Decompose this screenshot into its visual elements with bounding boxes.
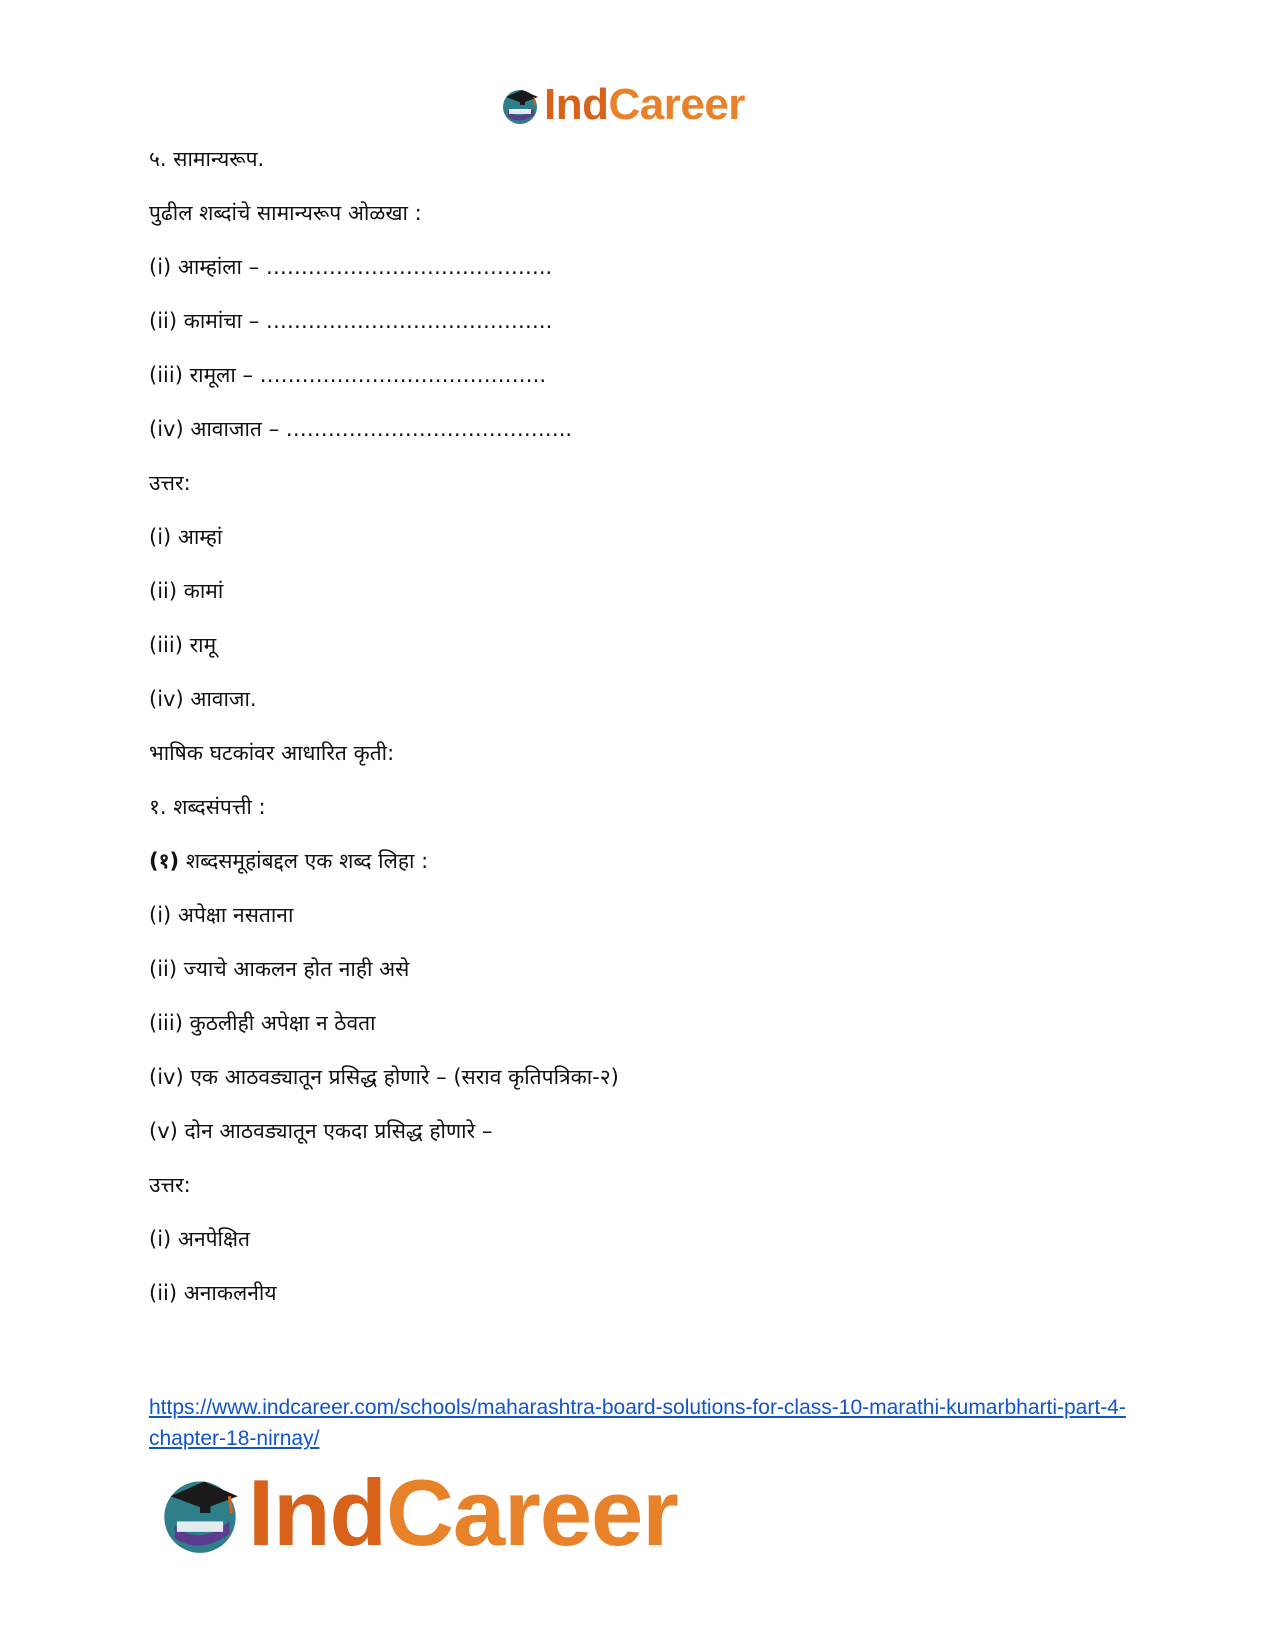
- question-item: (i) आम्हांला – …………………………………..: [149, 255, 553, 279]
- question-item: (iv) एक आठवड्यातून प्रसिद्ध होणारे – (सराव कृतिपत्रिका-२): [149, 1065, 619, 1089]
- question-item: (iii) रामूला – …………………………………..: [149, 363, 547, 387]
- graduation-globe-icon: [158, 1471, 242, 1555]
- answer-item: (ii) कामां: [149, 579, 224, 603]
- answer-label: उत्तर:: [149, 471, 191, 495]
- section-heading: भाषिक घटकांवर आधारित कृती:: [149, 741, 395, 765]
- question-prompt-text: शब्दसमूहांबद्दल एक शब्द लिहा :: [185, 849, 429, 873]
- footer-logo: [158, 1460, 678, 1565]
- answer-item: (iii) रामू: [149, 633, 217, 657]
- question-item: (iv) आवाजात – …………………………………..: [149, 417, 573, 441]
- answer-item: (iv) आवाजा.: [149, 687, 257, 711]
- answer-item: (i) अनपेक्षित: [149, 1227, 250, 1251]
- source-url-link[interactable]: https://www.indcareer.com/schools/maharashtra-board-solutions-for-class-10-marathi-kumarbharti-part-4-chapter-18-nirnay/: [149, 1396, 1126, 1450]
- question-item: (ii) ज्याचे आकलन होत नाही असे: [149, 957, 410, 981]
- answer-item: (i) आम्हां: [149, 525, 223, 549]
- subsection-heading: १. शब्दसंपत्ती :: [149, 795, 266, 819]
- question-prompt: [149, 846, 428, 876]
- section-heading: ५. सामान्यरूप.: [149, 147, 265, 171]
- question-item: (i) अपेक्षा नसताना: [149, 903, 294, 927]
- question-number: (१): [149, 849, 180, 873]
- logo-wordmark: IndCareer: [544, 80, 745, 129]
- question-item: (v) दोन आठवड्यातून एकदा प्रसिद्ध होणारे –: [149, 1119, 493, 1143]
- answer-item: (ii) अनाकलनीय: [149, 1281, 277, 1305]
- header-logo: [500, 78, 745, 132]
- question-prompt: पुढील शब्दांचे सामान्यरूप ओळखा :: [149, 201, 422, 225]
- question-item: (ii) कामांचा – …………………………………..: [149, 309, 553, 333]
- graduation-globe-icon: [500, 85, 540, 125]
- logo-wordmark: IndCareer: [248, 1460, 678, 1565]
- answer-label: उत्तर:: [149, 1173, 191, 1197]
- question-item: (iii) कुठलीही अपेक्षा न ठेवता: [149, 1011, 376, 1035]
